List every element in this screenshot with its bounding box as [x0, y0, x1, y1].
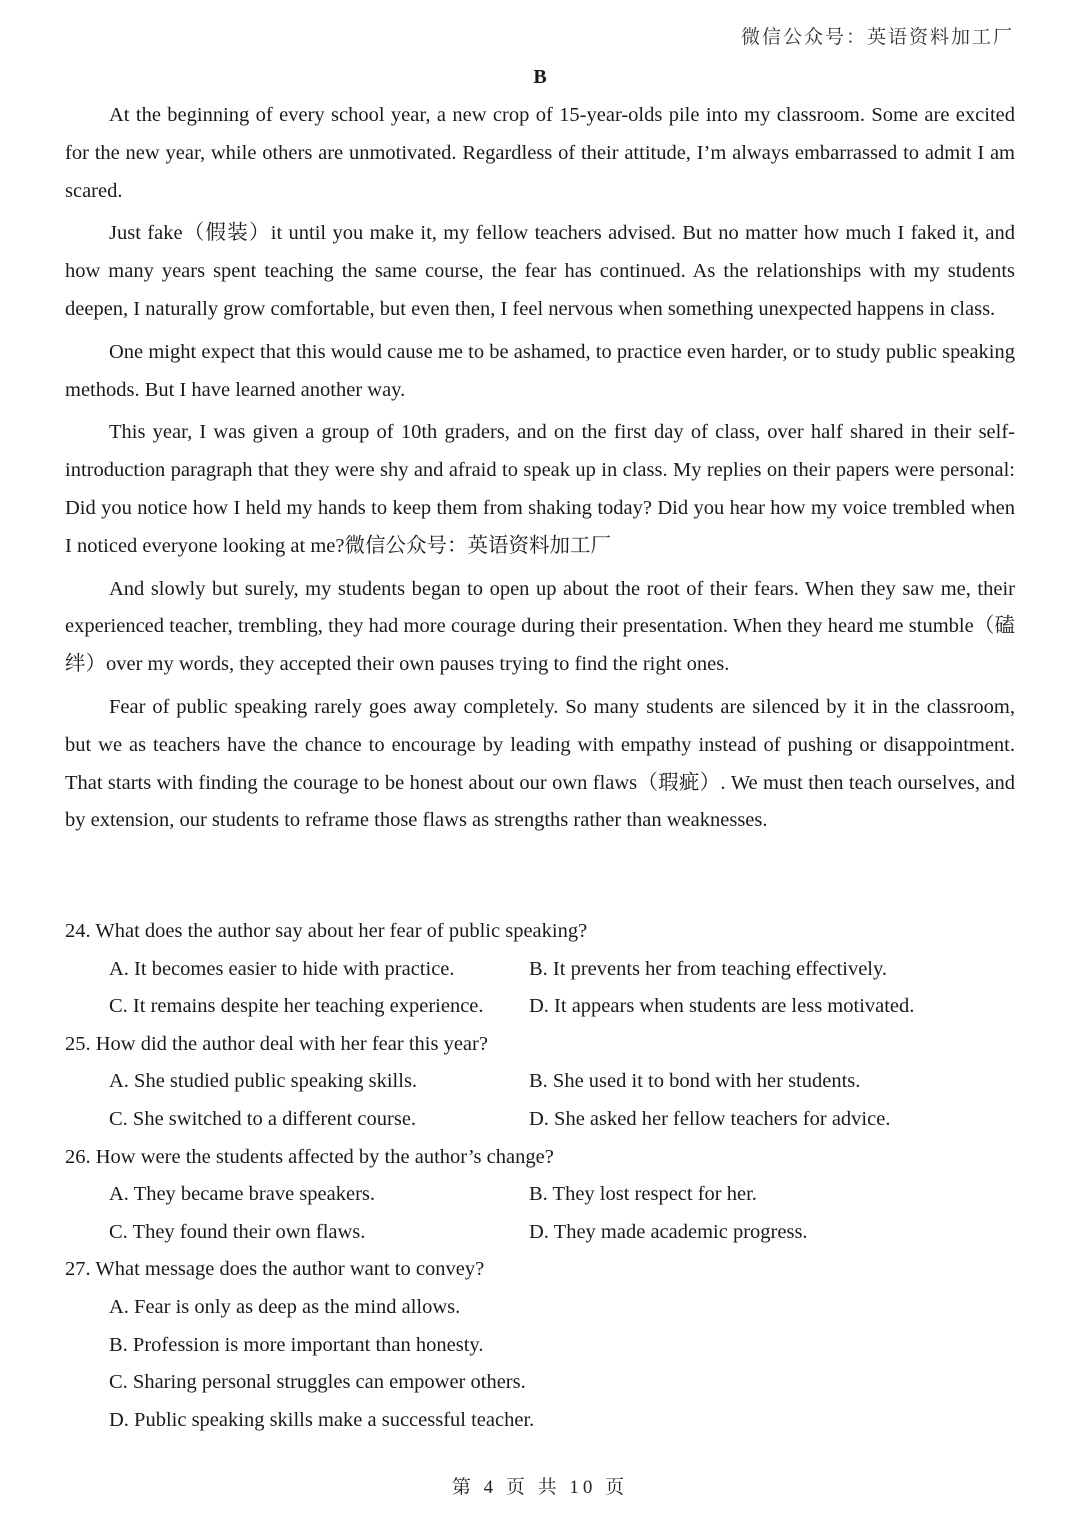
option-c: C. Sharing personal struggles can empower others.: [109, 1371, 526, 1394]
section-title: B: [533, 66, 547, 88]
option-b: B. They lost respect for her.: [529, 1183, 757, 1206]
question-stem: 27. What message does the author want to convey?: [65, 1258, 485, 1281]
option-d: D. They made academic progress.: [529, 1220, 808, 1243]
page-number: 第 4 页 共 10 页: [451, 1477, 629, 1498]
question-stem: 25. How did the author deal with her fear this year?: [65, 1032, 488, 1055]
options: [109, 951, 1015, 1026]
passage-paragraph: This year, I was given a group of 10th graders, and on the first day of class, over half shared in their self-introduction paragraph that they were shy and afraid to speak up in class. My replies on their papers were personal: Did you notice how I held my hands to keep them from shaking today? Did you hear how my voice trembled when I noticed everyone looking at me?微信公众号：英语资料加工厂: [65, 421, 1015, 557]
option-d: D. Public speaking skills make a successful teacher.: [109, 1408, 535, 1431]
question-list: [65, 913, 1015, 1439]
question-stem: 24. What does the author say about her fear of public speaking?: [65, 920, 588, 942]
option-c: C. She switched to a different course.: [109, 1107, 417, 1130]
question-25: [65, 1026, 1015, 1139]
options: [109, 1176, 1015, 1251]
options: [109, 1289, 1015, 1439]
passage-paragraph: Just fake（假装）it until you make it, my fellow teachers advised. But no matter how much I faked it, and how many years spent teaching the same course, the fear has continued. As the relationships with my students deepen, I naturally grow comfortable, but even then, I feel nervous when something unexpected happens in class.: [65, 222, 1015, 320]
option-c: C. It remains despite her teaching experience.: [109, 995, 484, 1018]
option-d: D. She asked her fellow teachers for advice.: [529, 1107, 891, 1130]
passage-paragraph: Fear of public speaking rarely goes away completely. So many students are silenced by it in the classroom, but we as teachers have the chance to encourage by leading with empathy instead of pushing or disappointment. That starts with finding the courage to be honest about our own flaws（瑕疵）. We must then teach ourselves, and by extension, our students to reframe those flaws as strengths rather than weaknesses.: [65, 695, 1015, 832]
question-stem: 26. How were the students affected by the author’s change?: [65, 1145, 554, 1168]
question-26: [65, 1139, 1015, 1252]
option-a: A. They became brave speakers.: [109, 1183, 375, 1206]
passage-paragraph: One might expect that this would cause me to be ashamed, to practice even harder, or to study public speaking methods. But I have learned another way.: [65, 340, 1015, 401]
option-a: A. She studied public speaking skills.: [109, 1070, 418, 1093]
option-d: D. It appears when students are less motivated.: [529, 995, 915, 1018]
options: [109, 1063, 1015, 1138]
option-b: B. She used it to bond with her students.: [529, 1070, 861, 1093]
option-a: A. It becomes easier to hide with practice.: [109, 957, 455, 980]
option-c: C. They found their own flaws.: [109, 1220, 366, 1243]
reading-passage: [65, 97, 1015, 845]
passage-paragraph: And slowly but surely, my students began to open up about the root of their fears. When they saw me, their experienced teacher, trembling, they had more courage during their presentation. When they heard me stumble（磕绊）over my words, they accepted their own pauses trying to find the right ones.: [65, 577, 1015, 676]
passage-paragraph: At the beginning of every school year, a new crop of 15-year-olds pile into my classroom. Some are excited for the new year, while others are unmotivated. Regardless of their attitude, I’m always embarrassed to admit I am scared.: [65, 104, 1015, 202]
option-a: A. Fear is only as deep as the mind allows.: [109, 1295, 461, 1318]
option-b: B. Profession is more important than honesty.: [109, 1333, 484, 1356]
wechat-header: 微信公众号：英语资料加工厂: [740, 27, 1014, 48]
question-24: [65, 913, 1015, 1026]
question-27: [65, 1251, 1015, 1439]
option-b: B. It prevents her from teaching effectively.: [529, 957, 888, 980]
